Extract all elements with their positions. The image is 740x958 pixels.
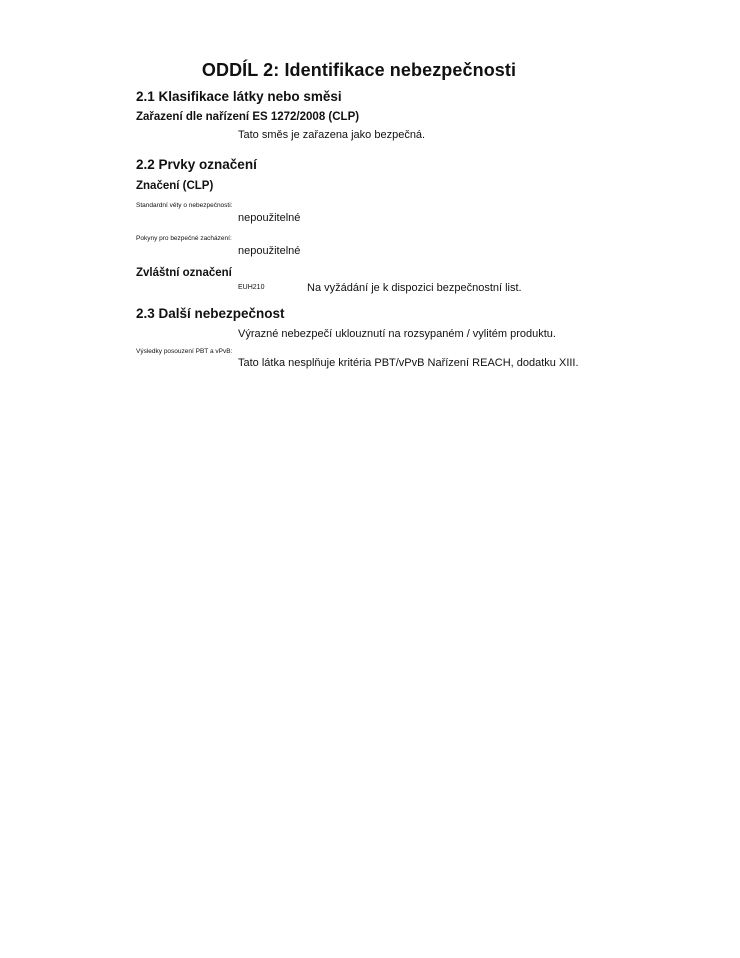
heading-2-3: 2.3 Další nebezpečnost — [136, 306, 285, 321]
subheading-labelling: Značení (CLP) — [136, 180, 214, 192]
hazard-statements-label: Standardní věty o nebezpečnosti: — [136, 202, 233, 209]
euh-code-text: Na vyžádání je k dispozici bezpečnostní list. — [307, 282, 522, 294]
pbt-assessment-text: Tato látka nesplňuje kritéria PBT/vPvB Nařízení REACH, dodatku XIII. — [238, 357, 579, 369]
other-hazards-text: Výrazné nebezpečí uklouznutí na rozsypaném / vylitém produktu. — [238, 328, 556, 340]
heading-2-1: 2.1 Klasifikace látky nebo směsi — [136, 89, 342, 104]
euh-code: EUH210 — [238, 284, 265, 291]
heading-2-2: 2.2 Prvky označení — [136, 157, 257, 172]
precautionary-statements-value: nepoužitelné — [238, 245, 301, 257]
subheading-special-labelling: Zvláštní označení — [136, 267, 232, 279]
pbt-assessment-label: Výsledky posouzení PBT a vPvB: — [136, 348, 233, 355]
hazard-statements-value: nepoužitelné — [238, 212, 301, 224]
subheading-classification: Zařazení dle nařízení ES 1272/2008 (CLP) — [136, 111, 360, 123]
precautionary-statements-label: Pokyny pro bezpečné zacházení: — [136, 235, 232, 242]
section-title: ODDÍL 2: Identifikace nebezpečnosti — [201, 60, 517, 80]
classification-text: Tato směs je zařazena jako bezpečná. — [238, 129, 426, 141]
